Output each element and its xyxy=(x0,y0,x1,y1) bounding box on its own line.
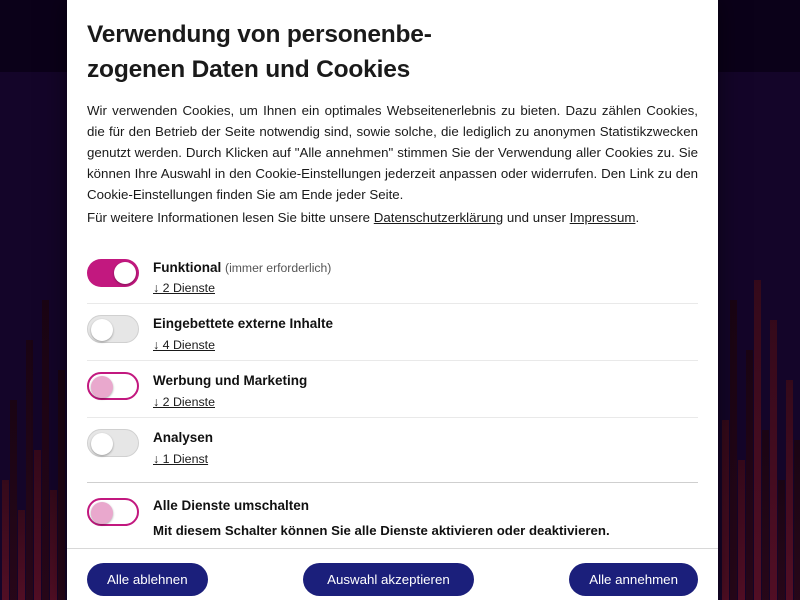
toggle-analytics[interactable] xyxy=(87,429,139,457)
dialog-title-line-1: Verwendung von personenbe- xyxy=(87,21,432,48)
dialog-links-line xyxy=(87,207,698,228)
service-row-funktional xyxy=(87,248,698,304)
cookie-consent-dialog xyxy=(67,0,718,600)
service-count-embedded-content[interactable]: ↓ 4 Dienste xyxy=(153,338,215,353)
toggle-knob-icon xyxy=(91,376,113,398)
service-text-embedded-content xyxy=(153,314,333,354)
service-count-funktional[interactable]: ↓ 2 Dienste xyxy=(153,281,215,296)
toggle-all-description: Mit diesem Schalter können Sie alle Dienste aktivieren oder deaktivieren. xyxy=(153,522,610,538)
reject-all-button[interactable]: Alle ablehnen xyxy=(87,563,208,596)
toggle-knob-icon xyxy=(91,502,113,524)
toggle-all-text xyxy=(153,497,610,538)
service-name-analytics xyxy=(153,429,213,447)
service-label: Werbung und Marketing xyxy=(153,373,308,389)
dialog-description-text: Wir verwenden Cookies, um Ihnen ein optimales Webseitenerlebnis zu bieten. Dazu zählen Cookies, die für den Betrieb der Seite notwendig sind, sowie solche, die lediglich zu anonymen Statistikzwecken genutzt werden. Durch Klicken auf "Alle annehmen" stimmen Sie der Verwendung aller Cookies zu. Sie können Ihre Auswahl in den Cookie-Einstellungen jederzeit anpassen oder widerrufen. Den Link zu den Cookie-Einstellungen finden Sie am Ende jeder Seite. xyxy=(87,102,698,202)
service-label: Funktional xyxy=(153,259,222,275)
toggle-knob-icon xyxy=(91,433,113,455)
service-label: Eingebettete externe Inhalte xyxy=(153,316,334,332)
page-title xyxy=(87,18,487,88)
toggle-advertising[interactable] xyxy=(87,372,139,400)
toggle-knob-icon xyxy=(114,262,136,284)
dialog-footer xyxy=(67,548,718,600)
service-note: (immer erforderlich) xyxy=(225,260,332,275)
privacy-policy-link[interactable]: Datenschutzerklärung xyxy=(373,209,504,225)
toggle-all-section xyxy=(67,474,718,548)
service-name-embedded-content xyxy=(153,315,333,333)
toggle-knob-icon xyxy=(91,319,113,341)
service-text-funktional xyxy=(153,258,331,298)
dialog-title-line-2: zogenen Daten und Cookies xyxy=(87,55,411,83)
service-count-analytics[interactable]: ↓ 1 Dienst xyxy=(153,452,209,466)
service-label: Analysen xyxy=(153,430,214,446)
links-suffix-text: . xyxy=(635,209,640,225)
dialog-header xyxy=(67,0,718,242)
service-text-advertising xyxy=(153,371,307,411)
service-row-advertising xyxy=(87,360,698,417)
toggle-all-services[interactable] xyxy=(87,498,139,526)
service-name-advertising xyxy=(153,372,307,390)
dialog-description xyxy=(87,100,698,228)
toggle-embedded-content[interactable] xyxy=(87,315,139,343)
accept-all-button[interactable]: Alle annehmen xyxy=(569,563,698,596)
service-row-analytics xyxy=(87,417,698,474)
links-prefix-text: Für weitere Informationen lesen Sie bitte unsere xyxy=(87,209,374,225)
service-name-funktional xyxy=(153,259,331,277)
toggle-funktional[interactable] xyxy=(87,259,139,287)
toggle-all-label: Alle Dienste umschalten xyxy=(153,498,310,513)
imprint-link[interactable]: Impressum xyxy=(569,209,636,225)
service-count-advertising[interactable]: ↓ 2 Dienste xyxy=(153,395,215,410)
links-middle-text: und unser xyxy=(503,209,570,225)
accept-selection-button[interactable]: Auswahl akzeptieren xyxy=(303,563,474,596)
service-text-analytics xyxy=(153,428,213,468)
toggle-all-row xyxy=(87,483,698,548)
service-row-embedded-content xyxy=(87,303,698,360)
service-category-list xyxy=(67,242,718,474)
